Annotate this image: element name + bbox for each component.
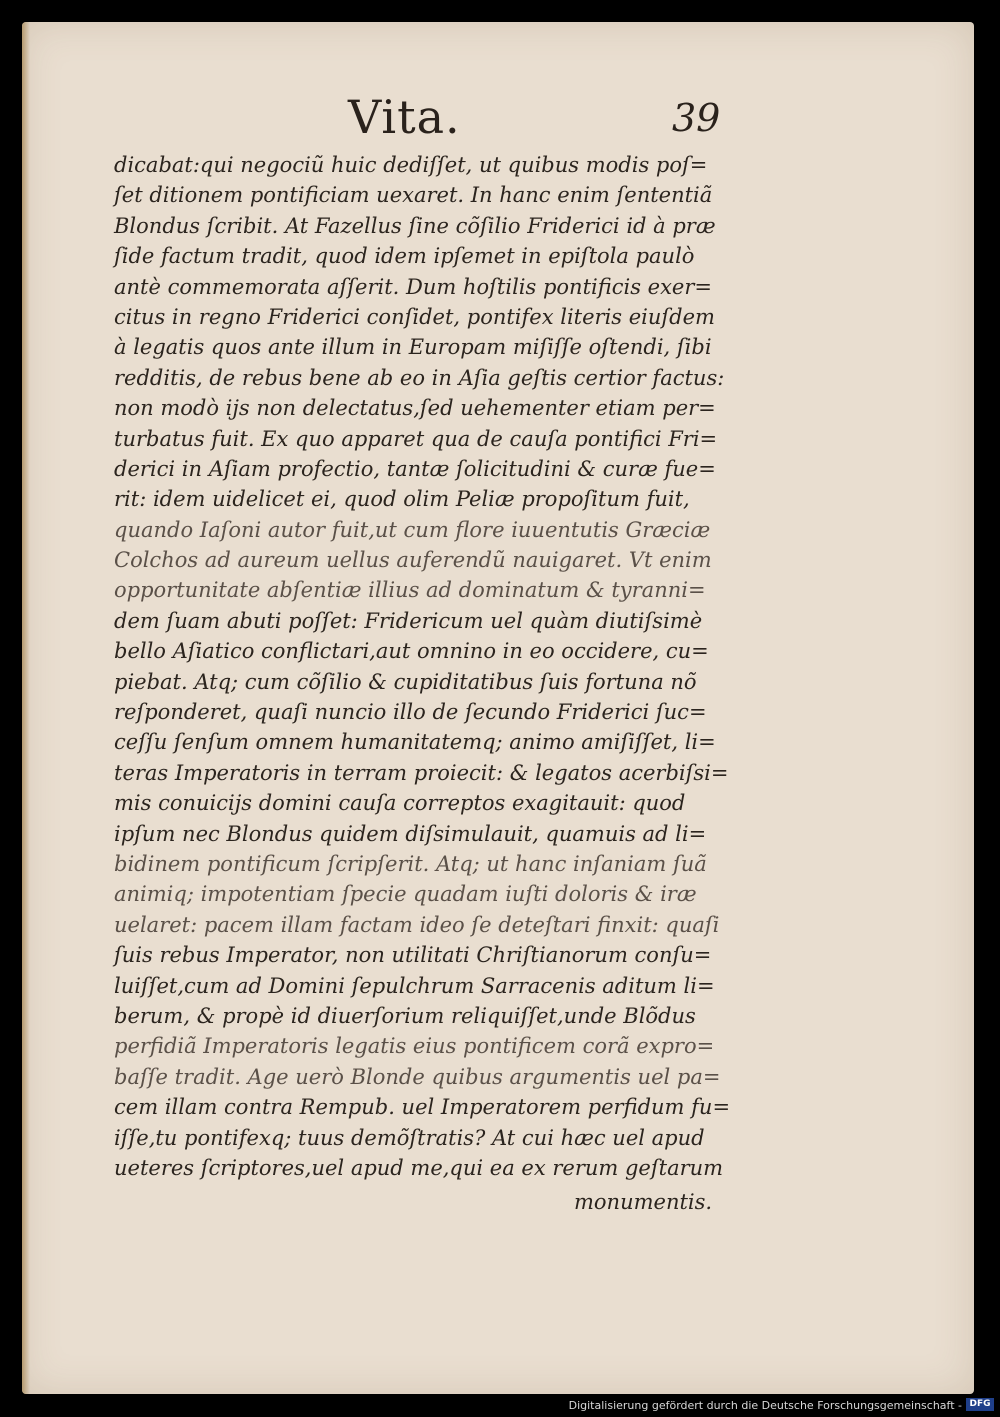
- text-line: animiq; impotentiam ſpecie quadam iuſti doloris & iræ: [114, 882, 697, 907]
- text-line: luiſſet,cum ad Domini ſepulchrum Sarracenis aditum li=: [114, 973, 715, 998]
- text-line: iſſe,tu pontifexq; tuus demõſtratis? At cui hæc uel apud: [114, 1125, 705, 1150]
- text-line: ceſſu ſenſum omnem humanitatemq; animo amiſiſſet, li=: [114, 730, 716, 755]
- text-line: ſet ditionem pontificiam uexaret. In hanc enim ſententiã: [114, 183, 713, 208]
- text-line: ſide factum tradit, quod idem ipſemet in epiſtola paulò: [114, 244, 695, 269]
- text-line: derici in Aſiam profectio, tantæ ſolicitudini & curæ fue=: [114, 456, 716, 481]
- page-number: 39: [672, 96, 721, 140]
- text-line: opportunitate abſentiæ illius ad dominatum & tyranni=: [114, 578, 706, 603]
- text-line: ſuis rebus Imperator, non utilitati Chriſtianorum conſu=: [114, 943, 712, 968]
- text-line: reſponderet, quaſi nuncio illo de ſecundo Friderici ſuc=: [114, 700, 707, 725]
- funding-notice: Digitalisierung gefördert durch die Deutsche Forschungsgemeinschaft -: [568, 1399, 962, 1412]
- text-line: berum, & propè id diuerſorium reliquiſſet,unde Blõdus: [114, 1003, 696, 1028]
- text-line: quando Iaſoni autor fuit,ut cum flore iuuentutis Græciæ: [114, 517, 711, 542]
- text-line: ueteres ſcriptores,uel apud me,qui ea ex rerum geſtarum: [114, 1155, 724, 1180]
- running-head: Vita.: [348, 90, 461, 144]
- page-edge-shadow: [22, 22, 30, 1394]
- text-line: mis conuicijs domini cauſa correptos exagitauit: quod: [114, 791, 686, 816]
- text-line: ipſum nec Blondus quidem diſsimulauit, quamuis ad li=: [114, 821, 707, 846]
- text-line: piebat. Atq; cum cõſilio & cupiditatibus ſuis fortuna nõ: [114, 669, 697, 694]
- text-line: Blondus ſcribit. At Fazellus ſine cõſilio Friderici id à præ: [114, 213, 716, 238]
- dfg-logo-icon: DFG: [966, 1398, 994, 1411]
- text-line: bidinem pontificum ſcripſerit. Atq; ut hanc inſaniam ſuã: [114, 851, 707, 876]
- text-line: bello Aſiatico conflictari,aut omnino in eo occidere, cu=: [114, 639, 709, 664]
- text-line: dem ſuam abuti poſſet: Fridericum uel quàm diutiſsimè: [114, 608, 703, 633]
- text-line: turbatus fuit. Ex quo apparet qua de cauſa pontifici Fri=: [114, 426, 718, 451]
- text-line: perfidiã Imperatoris legatis eius pontificem corã expro=: [114, 1034, 715, 1059]
- text-line: Colchos ad aureum uellus auferendũ nauigaret. Vt enim: [114, 548, 712, 573]
- text-line: teras Imperatoris in terram proiecit: & legatos acerbiſsi=: [114, 760, 729, 785]
- body-text: [114, 150, 764, 1183]
- text-line: rit: idem uidelicet ei, quod olim Peliæ propoſitum fuit,: [114, 487, 690, 512]
- text-line: cem illam contra Rempub. uel Imperatorem perfidum fu=: [114, 1095, 731, 1120]
- catchword: monumentis.: [574, 1190, 713, 1214]
- text-line: non modò ijs non delectatus,ſed uehementer etiam per=: [114, 396, 716, 421]
- text-line: baſſe tradit. Age uerò Blonde quibus argumentis uel pa=: [114, 1064, 721, 1089]
- text-line: uelaret: pacem illam factam ideo ſe deteſtari finxit: quaſi: [114, 912, 720, 937]
- text-line: redditis, de rebus bene ab eo in Aſia geſtis certior factus:: [114, 365, 725, 390]
- text-line: à legatis quos ante illum in Europam miſiſſe oſtendi, ſibi: [114, 335, 712, 360]
- text-line: dicabat:qui negociũ huic dediſſet, ut quibus modis poſ=: [114, 153, 708, 177]
- text-line: antè commemorata aſſerit. Dum hoſtilis pontificis exer=: [114, 274, 712, 299]
- text-line: citus in regno Friderici conſidet, pontifex literis eiuſdem: [114, 304, 715, 329]
